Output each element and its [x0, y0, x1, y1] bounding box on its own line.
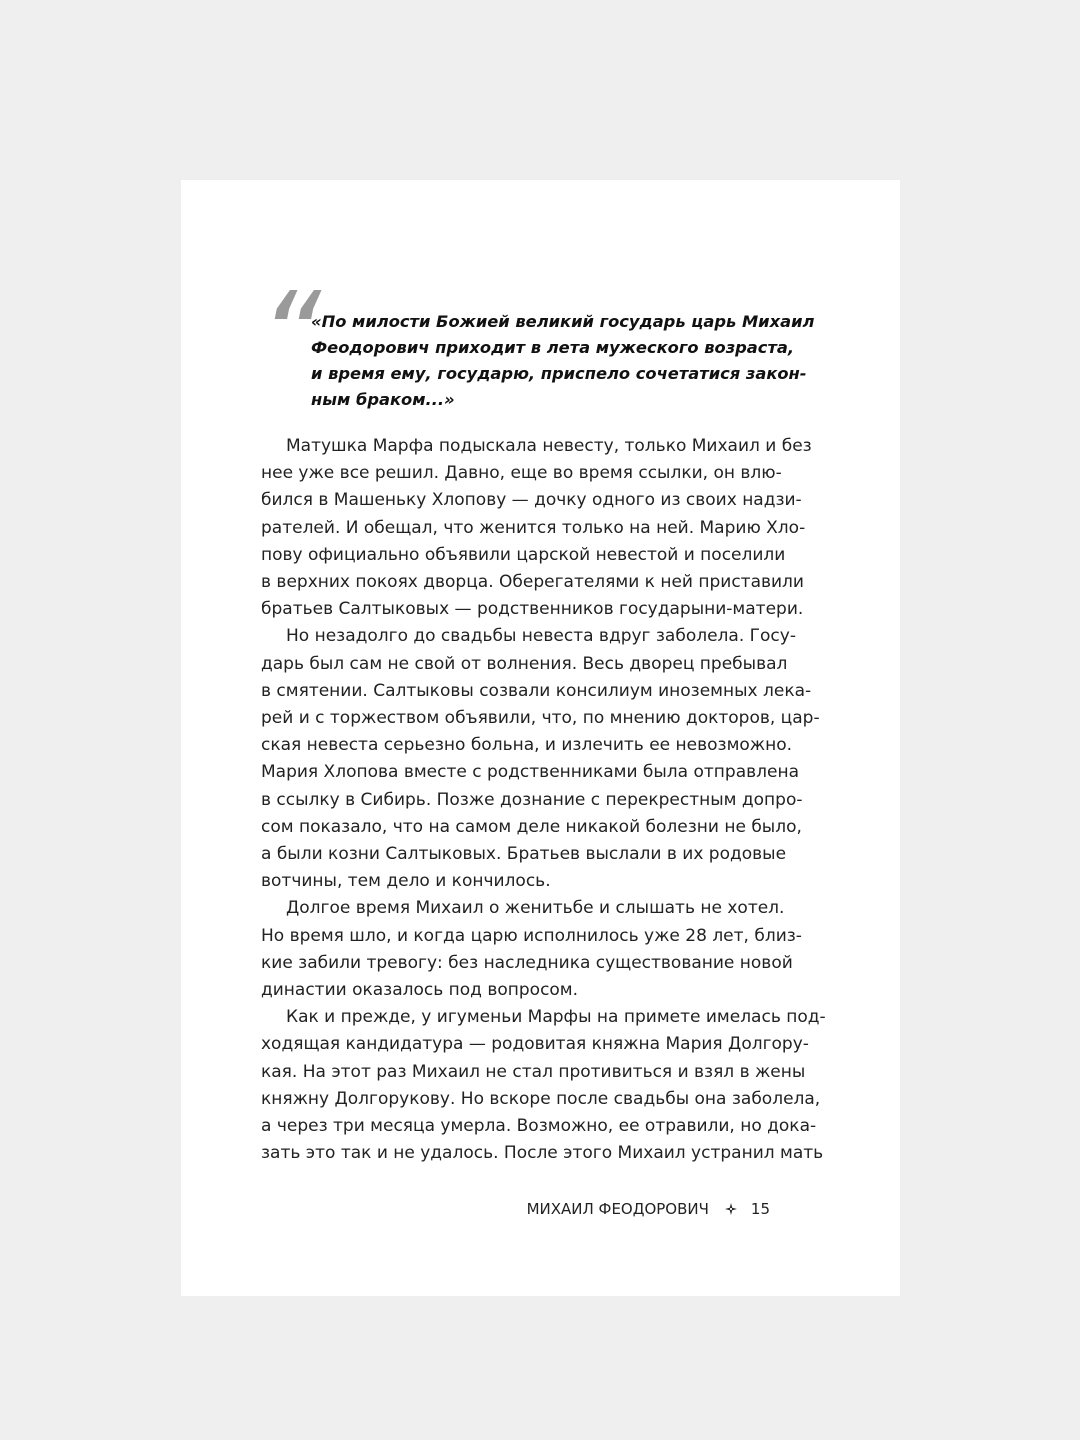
- text-line: в смятении. Салтыковы созвали консилиум иноземных лека-: [261, 680, 812, 701]
- page-number: 15: [750, 1200, 770, 1218]
- running-title: МИХАИЛ ФЕОДОРОВИЧ: [526, 1200, 709, 1218]
- body-text: [261, 433, 826, 1167]
- book-page: [181, 180, 900, 1296]
- text-line: пову официально объявили царской невестой и поселили: [261, 544, 786, 565]
- text-line: Но время шло, и когда царю исполнилось уже 28 лет, близ-: [261, 925, 802, 946]
- epigraph-line: ным браком...»: [311, 390, 455, 409]
- text-line: рателей. И обещал, что женится только на ней. Марию Хло-: [261, 517, 806, 538]
- text-line: а через три месяца умерла. Возможно, ее отравили, но дока-: [261, 1116, 817, 1137]
- epigraph: [311, 309, 815, 413]
- text-line: а были козни Салтыковых. Братьев выслали в их родовые: [261, 844, 787, 865]
- text-line: зать это так и не удалось. После этого Михаил устранил мать: [261, 1143, 824, 1164]
- text-line: бился в Машеньку Хлопову — дочку одного из своих надзи-: [261, 490, 802, 511]
- text-line: вотчины, тем дело и кончилось.: [261, 871, 551, 892]
- epigraph-line: и время ему, государю, приспело сочетатися закон-: [311, 364, 807, 383]
- text-line: Матушка Марфа подыскала невесту, только Михаил и без: [286, 436, 812, 456]
- text-line: ходящая кандидатура — родовитая княжна Мария Долгору-: [261, 1034, 809, 1055]
- text-line: княжну Долгорукову. Но вскоре после свадьбы она заболела,: [261, 1088, 821, 1109]
- epigraph-line: «По милости Божией великий государь царь Михаил: [311, 312, 815, 331]
- ornament-icon: [725, 1203, 737, 1215]
- text-line: кие забили тревогу: без наследника существование новой: [261, 952, 793, 973]
- text-line: ская невеста серьезно больна, и излечить ее невозможно.: [261, 735, 793, 756]
- text-line: кая. На этот раз Михаил не стал противиться и взял в жены: [261, 1061, 806, 1082]
- text-line: нее уже все решил. Давно, еще во время ссылки, он влю-: [261, 463, 782, 484]
- text-line: дарь был сам не свой от волнения. Весь дворец пребывал: [261, 653, 788, 674]
- epigraph-line: Феодорович приходит в лета мужеского возраста,: [311, 338, 795, 357]
- quote-mark-icon: “: [259, 268, 318, 407]
- text-line: Но незадолго до свадьбы невеста вдруг заболела. Госу-: [286, 626, 796, 647]
- text-line: братьев Салтыковых — родственников государыни-матери.: [261, 599, 804, 620]
- running-footer: [527, 1200, 770, 1218]
- text-line: Долгое время Михаил о женитьбе и слышать не хотел.: [286, 898, 785, 919]
- text-line: династии оказалось под вопросом.: [261, 980, 579, 1001]
- text-line: в ссылку в Сибирь. Позже дознание с перекрестным допро-: [261, 789, 803, 810]
- text-line: рей и с торжеством объявили, что, по мнению докторов, цар-: [261, 708, 820, 729]
- text-line: Как и прежде, у игуменьи Марфы на примете имелась под-: [286, 1007, 826, 1028]
- text-line: в верхних покоях дворца. Оберегателями к ней приставили: [261, 572, 804, 593]
- text-line: Мария Хлопова вместе с родственниками была отправлена: [261, 762, 799, 783]
- text-line: сом показало, что на самом деле никакой болезни не было,: [261, 816, 802, 837]
